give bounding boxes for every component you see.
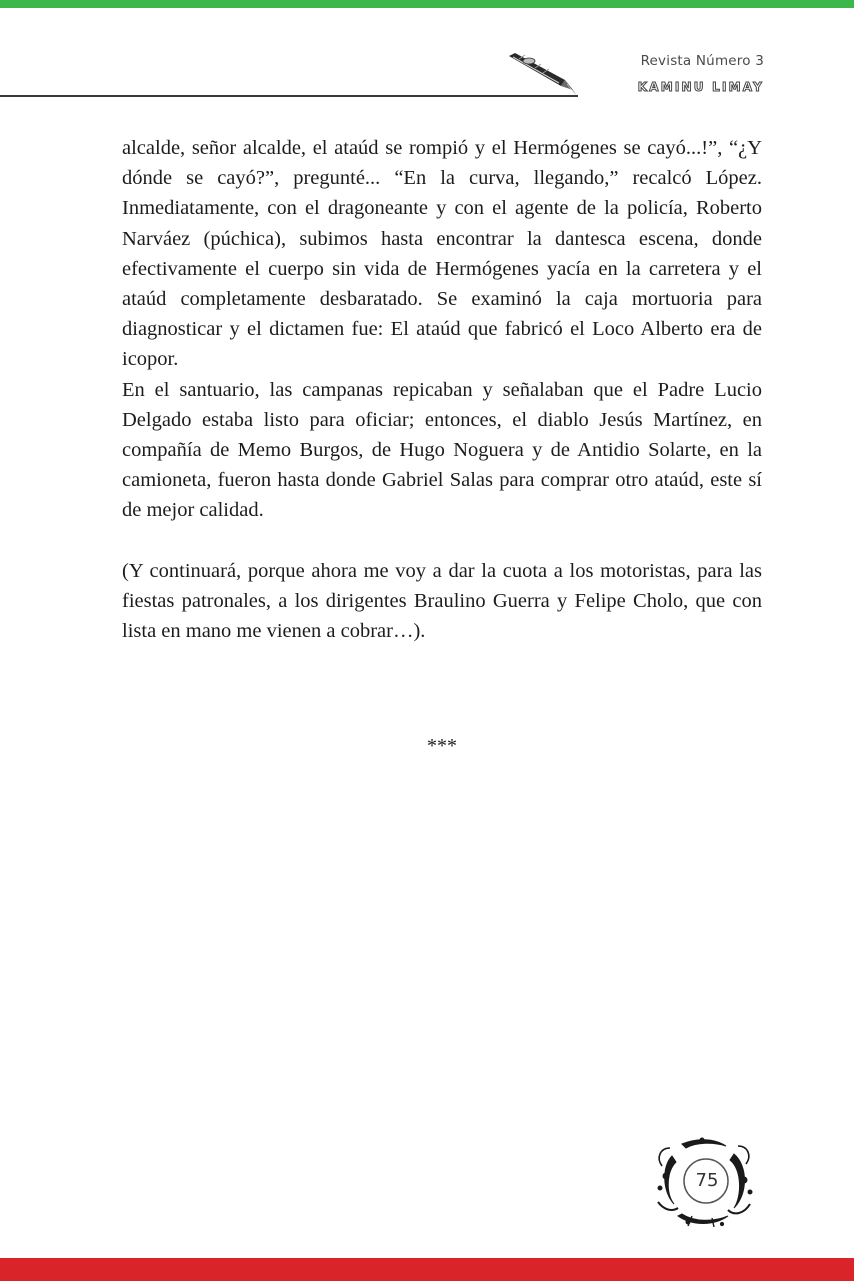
page-number: 75: [695, 1170, 719, 1191]
article-body: [122, 133, 762, 646]
header-rule: [0, 95, 578, 97]
paragraph: alcalde, señor alcalde, el ataúd se rompió y el Hermógenes se cayó...!”, “¿Y dónde se cayó?”, pregunté... “En la curva, llegando,” recalcó López. Inmediatamente, con el dragoneante y con el agente de la policía, Roberto Narváez (púchica), subimos hasta encontrar la dantesca escena, donde efectivamente el cuerpo sin vida de Hermógenes yacía en la carretera y el ataúd completamente desbaratado. Se examinó la caja mortuoria para diagnosticar y el dictamen fue: El ataúd que fabricó el Loco Alberto era de icopor.: [122, 137, 762, 371]
fountain-pen-icon: [505, 52, 583, 98]
section-separator: ***: [427, 735, 457, 757]
bottom-color-bar: [0, 1258, 854, 1281]
paragraph: (Y continuará, porque ahora me voy a dar la cuota a los motoristas, para las fiestas patronales, a los dirigentes Braulino Guerra y Felipe Cholo, que con lista en mano me vienen a cobrar…).: [122, 559, 762, 643]
top-color-bar: [0, 0, 854, 8]
paragraph: En el santuario, las campanas repicaban y señalaban que el Padre Lucio Delgado estaba listo para oficiar; entonces, el diablo Jesús Martínez, en compañía de Memo Burgos, de Hugo Noguera y de Antidio Solarte, en la camioneta, fueron hasta donde Gabriel Salas para comprar otro ataúd, este sí de mejor calidad.: [122, 378, 762, 522]
magazine-brand: KAMINU LIMAY: [637, 80, 764, 94]
magazine-issue: Revista Número 3: [640, 53, 764, 69]
